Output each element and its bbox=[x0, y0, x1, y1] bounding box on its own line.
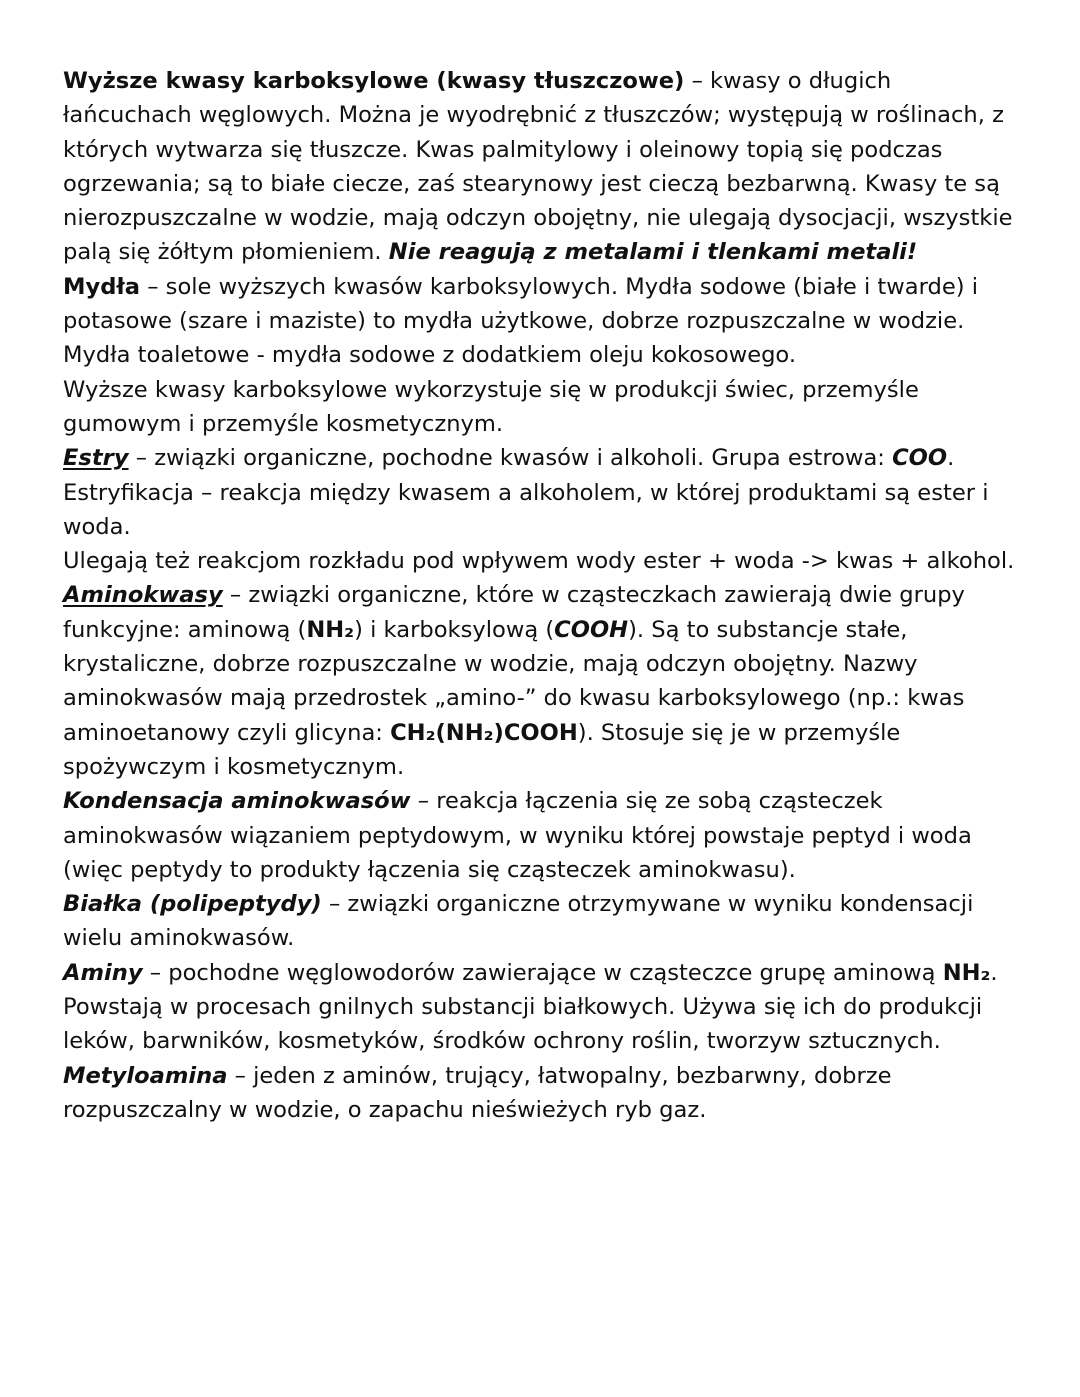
definition-amines-1: – pochodne węglowodorów zawierające w cząsteczce grupę aminową bbox=[142, 959, 943, 986]
paragraph-amines bbox=[63, 956, 1023, 1059]
paragraph-condensation bbox=[63, 784, 1023, 887]
definition-fatty-acids: – kwasy o długich łańcuchach węglowych. Można je wyodrębnić z tłuszczów; występują w roślinach, z których wytwarza się tłuszcze. Kwas palmitylowy i oleinowy topią się podczas ogrzewania; są to białe ciecze, zaś stearynowy jest cieczą bezbarwną. Kwasy te są nierozpuszczalne w wodzie, mają odczyn obojętny, nie ulegają dysocjacji, wszystkie palą się żółtym płomieniem. bbox=[63, 68, 1013, 266]
term-condensation: Kondensacja aminokwasów bbox=[63, 788, 411, 815]
definition-esters: – związki organiczne, pochodne kwasów i alkoholi. Grupa estrowa: bbox=[128, 445, 893, 472]
definition-methylamine: – jeden z aminów, trujący, łatwopalny, bezbarwny, dobrze rozpuszczalny w wodzie, o zapachu nieświeżych ryb gaz. bbox=[63, 1062, 892, 1123]
paragraph-fatty-acids bbox=[63, 64, 1023, 270]
paragraph-soaps bbox=[63, 270, 1023, 339]
carboxyl-group-formula: COOH bbox=[554, 616, 629, 643]
definition-amines-2: . Powstają w procesach gnilnych substancji białkowych. Używa się ich do produkcji leków, barwników, kosmetyków, środków ochrony roślin, tworzyw sztucznych. bbox=[63, 959, 998, 1055]
definition-soaps: – sole wyższych kwasów karboksylowych. Mydła sodowe (białe i twarde) i potasowe (szare i maziste) to mydła użytkowe, dobrze rozpuszczalne w wodzie. bbox=[63, 273, 979, 335]
paragraph-amino-acids bbox=[63, 578, 1023, 784]
text-esterification: Estryfikacja – reakcja między kwasem a alkoholem, w której produktami są ester i woda. bbox=[63, 479, 989, 540]
paragraph-proteins bbox=[63, 887, 1023, 956]
term-amino-acids: Aminokwasy bbox=[63, 582, 223, 609]
paragraph-toilet-soaps bbox=[63, 338, 1023, 372]
amino-group-formula: NH₂ bbox=[306, 616, 355, 643]
definition-proteins: – związki organiczne otrzymywane w wyniku kondensacji wielu aminokwasów. bbox=[63, 891, 974, 952]
paragraph-methylamine bbox=[63, 1059, 1023, 1128]
term-soaps: Mydła bbox=[63, 273, 141, 300]
paragraph-esters bbox=[63, 441, 1023, 475]
paragraph-hydrolysis bbox=[63, 544, 1023, 578]
amine-group-formula: NH₂ bbox=[942, 959, 991, 986]
definition-amino-acids-3: ). Są to substancje stałe, krystaliczne, dobrze rozpuszczalne w wodzie, mają odczyn obojętny. Nazwy aminokwasów mają przedrostek „amino-” do kwasu karboksylowego (np.: kwas aminoetanowy czyli glicyna: bbox=[63, 616, 965, 746]
emphasis-no-reaction: Nie reagują z metalami i tlenkami metali! bbox=[388, 239, 918, 266]
term-fatty-acids: Wyższe kwasy karboksylowe (kwasy tłuszczowe) bbox=[63, 68, 685, 94]
esters-period: . bbox=[947, 445, 955, 472]
text-hydrolysis: Ulegają też reakcjom rozkładu pod wpływem wody ester + woda -> kwas + alkohol. bbox=[63, 548, 1015, 575]
definition-amino-acids-4: ). Stosuje się je w przemyśle spożywczym i kosmetycznym. bbox=[63, 719, 901, 780]
ester-group-formula: COO bbox=[892, 445, 948, 472]
glycine-formula: CH₂(NH₂)COOH bbox=[390, 719, 578, 746]
definition-condensation: – reakcja łączenia się ze sobą cząsteczek aminokwasów wiązaniem peptydowym, w wyniku której powstaje peptyd i woda (więc peptydy to produkty łączenia się cząsteczek aminokwasu). bbox=[63, 788, 972, 883]
text-uses: Wyższe kwasy karboksylowe wykorzystuje się w produkcji świec, przemyśle gumowym i przemyśle kosmetycznym. bbox=[63, 376, 919, 437]
definition-amino-acids-1: – związki organiczne, które w cząsteczkach zawierają dwie grupy funkcyjne: aminową ( bbox=[63, 582, 965, 643]
document-page bbox=[63, 64, 1023, 1127]
term-methylamine: Metyloamina bbox=[63, 1062, 228, 1089]
term-proteins: Białka (polipeptydy) bbox=[63, 891, 322, 918]
text-toilet-soaps: Mydła toaletowe - mydła sodowe z dodatkiem oleju kokosowego. bbox=[63, 342, 797, 369]
paragraph-uses bbox=[63, 373, 1023, 442]
definition-amino-acids-2: ) i karboksylową ( bbox=[354, 616, 555, 643]
term-amines: Aminy bbox=[63, 959, 143, 986]
term-esters: Estry bbox=[63, 445, 129, 472]
paragraph-esterification bbox=[63, 476, 1023, 545]
